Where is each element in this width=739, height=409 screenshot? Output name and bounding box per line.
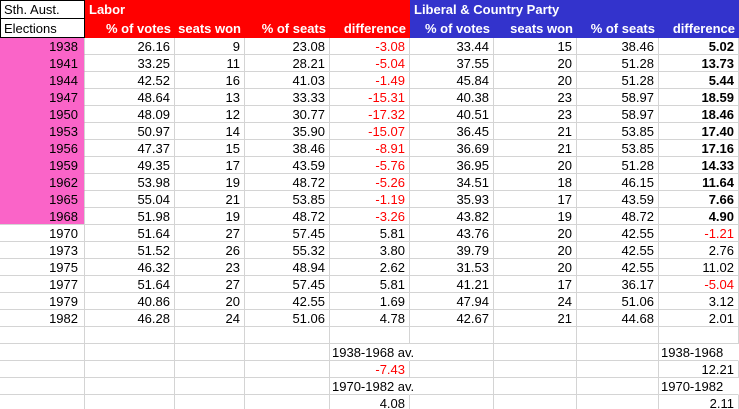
liberal-votes-cell[interactable]: 45.84: [410, 72, 494, 89]
empty-cell[interactable]: [577, 327, 659, 344]
labor-difference-cell[interactable]: 3.80: [330, 242, 410, 259]
liberal-seat-pct-cell[interactable]: 58.97: [577, 106, 659, 123]
year-cell[interactable]: 1959: [0, 157, 85, 174]
labor-seat-pct-cell[interactable]: 38.46: [245, 140, 330, 157]
liberal-seats-cell[interactable]: 21: [494, 310, 577, 327]
labor-seat-pct-cell[interactable]: 48.72: [245, 174, 330, 191]
liberal-votes-cell[interactable]: 34.51: [410, 174, 494, 191]
liberal-seat-pct-cell[interactable]: 46.15: [577, 174, 659, 191]
labor-seat-pct-header[interactable]: % of seats: [245, 19, 330, 38]
liberal-votes-cell[interactable]: 40.38: [410, 89, 494, 106]
liberal-votes-cell[interactable]: 33.44: [410, 38, 494, 55]
labor-difference-cell[interactable]: -15.07: [330, 123, 410, 140]
empty-cell[interactable]: [577, 344, 659, 361]
labor-votes-cell[interactable]: 40.86: [85, 293, 175, 310]
labor-seats-cell[interactable]: 14: [175, 123, 245, 140]
liberal-difference-cell[interactable]: 7.66: [659, 191, 739, 208]
labor-seats-cell[interactable]: 9: [175, 38, 245, 55]
liberal-seat-pct-cell[interactable]: 48.72: [577, 208, 659, 225]
liberal-seats-cell[interactable]: 15: [494, 38, 577, 55]
liberal-seats-cell[interactable]: 20: [494, 225, 577, 242]
labor-seats-cell[interactable]: 17: [175, 157, 245, 174]
labor-seats-cell[interactable]: 26: [175, 242, 245, 259]
labor-votes-cell[interactable]: 46.32: [85, 259, 175, 276]
empty-cell[interactable]: [0, 344, 85, 361]
year-cell[interactable]: 1968: [0, 208, 85, 225]
liberal-seat-pct-cell[interactable]: 51.28: [577, 72, 659, 89]
liberal-difference-cell[interactable]: 2.01: [659, 310, 739, 327]
liberal-difference-cell[interactable]: 3.12: [659, 293, 739, 310]
labor-seats-cell[interactable]: 12: [175, 106, 245, 123]
liberal-summary-average-cell[interactable]: 2.11: [659, 395, 739, 409]
empty-cell[interactable]: [85, 344, 175, 361]
liberal-seats-cell[interactable]: 20: [494, 55, 577, 72]
labor-votes-cell[interactable]: 51.98: [85, 208, 175, 225]
liberal-seats-cell[interactable]: 17: [494, 191, 577, 208]
empty-cell[interactable]: [0, 361, 85, 378]
liberal-seat-pct-cell[interactable]: 42.55: [577, 259, 659, 276]
labor-votes-cell[interactable]: 46.28: [85, 310, 175, 327]
labor-party-header[interactable]: Labor: [85, 0, 410, 19]
labor-difference-cell[interactable]: -1.19: [330, 191, 410, 208]
liberal-votes-cell[interactable]: 37.55: [410, 55, 494, 72]
liberal-seat-pct-cell[interactable]: 51.28: [577, 157, 659, 174]
empty-cell[interactable]: [85, 361, 175, 378]
labor-seats-cell[interactable]: 24: [175, 310, 245, 327]
liberal-votes-cell[interactable]: 36.45: [410, 123, 494, 140]
liberal-difference-cell[interactable]: -1.21: [659, 225, 739, 242]
liberal-difference-cell[interactable]: 13.73: [659, 55, 739, 72]
labor-difference-cell[interactable]: -5.04: [330, 55, 410, 72]
year-cell[interactable]: 1950: [0, 106, 85, 123]
labor-votes-cell[interactable]: 51.52: [85, 242, 175, 259]
labor-seat-pct-cell[interactable]: 57.45: [245, 225, 330, 242]
labor-votes-header[interactable]: % of votes: [85, 19, 175, 38]
year-cell[interactable]: 1965: [0, 191, 85, 208]
labor-seat-pct-cell[interactable]: 28.21: [245, 55, 330, 72]
empty-cell[interactable]: [245, 395, 330, 409]
labor-votes-cell[interactable]: 26.16: [85, 38, 175, 55]
year-cell[interactable]: 1941: [0, 55, 85, 72]
liberal-seat-pct-cell[interactable]: 36.17: [577, 276, 659, 293]
empty-cell[interactable]: [410, 361, 494, 378]
year-cell[interactable]: 1979: [0, 293, 85, 310]
labor-seats-cell[interactable]: 16: [175, 72, 245, 89]
liberal-seats-won-header[interactable]: seats won: [494, 19, 577, 38]
empty-cell[interactable]: [245, 361, 330, 378]
liberal-votes-cell[interactable]: 42.67: [410, 310, 494, 327]
empty-cell[interactable]: [577, 378, 659, 395]
liberal-votes-cell[interactable]: 39.79: [410, 242, 494, 259]
liberal-seat-pct-cell[interactable]: 58.97: [577, 89, 659, 106]
empty-cell[interactable]: [175, 378, 245, 395]
liberal-seat-pct-cell[interactable]: 42.55: [577, 225, 659, 242]
liberal-difference-cell[interactable]: 5.44: [659, 72, 739, 89]
labor-seats-cell[interactable]: 11: [175, 55, 245, 72]
empty-cell[interactable]: [410, 344, 494, 361]
liberal-seat-pct-cell[interactable]: 38.46: [577, 38, 659, 55]
labor-votes-cell[interactable]: 51.64: [85, 276, 175, 293]
labor-seat-pct-cell[interactable]: 35.90: [245, 123, 330, 140]
labor-seats-cell[interactable]: 20: [175, 293, 245, 310]
liberal-votes-cell[interactable]: 43.76: [410, 225, 494, 242]
empty-cell[interactable]: [0, 378, 85, 395]
liberal-seat-pct-header[interactable]: % of seats: [577, 19, 659, 38]
liberal-votes-cell[interactable]: 41.21: [410, 276, 494, 293]
empty-cell[interactable]: [85, 395, 175, 409]
labor-seat-pct-cell[interactable]: 57.45: [245, 276, 330, 293]
labor-difference-cell[interactable]: -15.31: [330, 89, 410, 106]
year-cell[interactable]: 1970: [0, 225, 85, 242]
liberal-seats-cell[interactable]: 20: [494, 157, 577, 174]
empty-cell[interactable]: [330, 327, 410, 344]
labor-votes-cell[interactable]: 51.64: [85, 225, 175, 242]
labor-difference-cell[interactable]: -1.49: [330, 72, 410, 89]
sheet-title-line2[interactable]: Elections: [0, 19, 85, 38]
empty-cell[interactable]: [245, 378, 330, 395]
liberal-votes-header[interactable]: % of votes: [410, 19, 494, 38]
labor-seats-won-header[interactable]: seats won: [175, 19, 245, 38]
empty-cell[interactable]: [577, 395, 659, 409]
labor-difference-cell[interactable]: -5.26: [330, 174, 410, 191]
year-cell[interactable]: 1977: [0, 276, 85, 293]
labor-seats-cell[interactable]: 27: [175, 276, 245, 293]
liberal-difference-cell[interactable]: 17.16: [659, 140, 739, 157]
year-cell[interactable]: 1975: [0, 259, 85, 276]
labor-difference-cell[interactable]: -17.32: [330, 106, 410, 123]
labor-seat-pct-cell[interactable]: 43.59: [245, 157, 330, 174]
empty-cell[interactable]: [175, 344, 245, 361]
labor-difference-cell[interactable]: 4.78: [330, 310, 410, 327]
year-cell[interactable]: 1973: [0, 242, 85, 259]
year-cell[interactable]: 1956: [0, 140, 85, 157]
labor-seats-cell[interactable]: 15: [175, 140, 245, 157]
liberal-seats-cell[interactable]: 17: [494, 276, 577, 293]
labor-votes-cell[interactable]: 50.97: [85, 123, 175, 140]
liberal-seats-cell[interactable]: 24: [494, 293, 577, 310]
labor-difference-cell[interactable]: -8.91: [330, 140, 410, 157]
liberal-summary-period-cell[interactable]: 1938-1968: [659, 344, 739, 361]
liberal-difference-cell[interactable]: -5.04: [659, 276, 739, 293]
liberal-seats-cell[interactable]: 20: [494, 259, 577, 276]
labor-seat-pct-cell[interactable]: 53.85: [245, 191, 330, 208]
labor-seat-pct-cell[interactable]: 30.77: [245, 106, 330, 123]
empty-cell[interactable]: [245, 327, 330, 344]
labor-seat-pct-cell[interactable]: 42.55: [245, 293, 330, 310]
labor-seat-pct-cell[interactable]: 48.72: [245, 208, 330, 225]
liberal-summary-period-cell[interactable]: 1970-1982: [659, 378, 739, 395]
labor-summary-average-cell[interactable]: -7.43: [330, 361, 410, 378]
labor-seats-cell[interactable]: 19: [175, 174, 245, 191]
empty-cell[interactable]: [85, 378, 175, 395]
labor-summary-period-cell[interactable]: 1970-1982 av.: [332, 378, 415, 394]
liberal-seats-cell[interactable]: 20: [494, 242, 577, 259]
labor-votes-cell[interactable]: 47.37: [85, 140, 175, 157]
year-cell[interactable]: 1944: [0, 72, 85, 89]
liberal-difference-header[interactable]: difference: [659, 19, 739, 38]
liberal-votes-cell[interactable]: 47.94: [410, 293, 494, 310]
liberal-votes-cell[interactable]: 31.53: [410, 259, 494, 276]
year-cell[interactable]: 1947: [0, 89, 85, 106]
liberal-difference-cell[interactable]: 5.02: [659, 38, 739, 55]
sheet-title-line1[interactable]: Sth. Aust.: [0, 0, 85, 19]
liberal-difference-cell[interactable]: 11.64: [659, 174, 739, 191]
labor-votes-cell[interactable]: 55.04: [85, 191, 175, 208]
liberal-seats-cell[interactable]: 18: [494, 174, 577, 191]
empty-cell[interactable]: [494, 378, 577, 395]
liberal-seats-cell[interactable]: 20: [494, 72, 577, 89]
liberal-votes-cell[interactable]: 36.95: [410, 157, 494, 174]
liberal-difference-cell[interactable]: 18.59: [659, 89, 739, 106]
labor-difference-cell[interactable]: 2.62: [330, 259, 410, 276]
year-cell[interactable]: 1953: [0, 123, 85, 140]
liberal-seat-pct-cell[interactable]: 53.85: [577, 123, 659, 140]
liberal-difference-cell[interactable]: 14.33: [659, 157, 739, 174]
liberal-seat-pct-cell[interactable]: 43.59: [577, 191, 659, 208]
empty-cell[interactable]: [0, 395, 85, 409]
labor-seats-cell[interactable]: 21: [175, 191, 245, 208]
liberal-difference-cell[interactable]: 11.02: [659, 259, 739, 276]
empty-cell[interactable]: [659, 327, 739, 344]
labor-votes-cell[interactable]: 42.52: [85, 72, 175, 89]
labor-seat-pct-cell[interactable]: 48.94: [245, 259, 330, 276]
labor-difference-cell[interactable]: -3.26: [330, 208, 410, 225]
liberal-difference-cell[interactable]: 18.46: [659, 106, 739, 123]
liberal-seat-pct-cell[interactable]: 42.55: [577, 242, 659, 259]
labor-seats-cell[interactable]: 27: [175, 225, 245, 242]
liberal-votes-cell[interactable]: 35.93: [410, 191, 494, 208]
empty-cell[interactable]: [175, 395, 245, 409]
empty-cell[interactable]: [0, 327, 85, 344]
empty-cell[interactable]: [410, 395, 494, 409]
liberal-votes-cell[interactable]: 36.69: [410, 140, 494, 157]
empty-cell[interactable]: [410, 327, 494, 344]
labor-seats-cell[interactable]: 13: [175, 89, 245, 106]
liberal-difference-cell[interactable]: 17.40: [659, 123, 739, 140]
year-cell[interactable]: 1962: [0, 174, 85, 191]
labor-seat-pct-cell[interactable]: 33.33: [245, 89, 330, 106]
labor-summary-average-cell[interactable]: 4.08: [330, 395, 410, 409]
year-cell[interactable]: 1938: [0, 38, 85, 55]
empty-cell[interactable]: [85, 327, 175, 344]
empty-cell[interactable]: [494, 327, 577, 344]
labor-votes-cell[interactable]: 48.64: [85, 89, 175, 106]
labor-votes-cell[interactable]: 49.35: [85, 157, 175, 174]
liberal-seats-cell[interactable]: 19: [494, 208, 577, 225]
labor-votes-cell[interactable]: 33.25: [85, 55, 175, 72]
empty-cell[interactable]: [494, 344, 577, 361]
liberal-difference-cell[interactable]: 4.90: [659, 208, 739, 225]
labor-seat-pct-cell[interactable]: 51.06: [245, 310, 330, 327]
empty-cell[interactable]: [577, 361, 659, 378]
labor-seat-pct-cell[interactable]: 23.08: [245, 38, 330, 55]
liberal-seat-pct-cell[interactable]: 53.85: [577, 140, 659, 157]
empty-cell[interactable]: [494, 361, 577, 378]
labor-summary-period-cell[interactable]: 1938-1968 av.: [332, 344, 415, 360]
liberal-seats-cell[interactable]: 21: [494, 123, 577, 140]
labor-difference-cell[interactable]: 1.69: [330, 293, 410, 310]
labor-seat-pct-cell[interactable]: 55.32: [245, 242, 330, 259]
labor-seats-cell[interactable]: 23: [175, 259, 245, 276]
labor-difference-header[interactable]: difference: [330, 19, 410, 38]
liberal-party-header[interactable]: Liberal & Country Party: [410, 0, 739, 19]
liberal-summary-average-cell[interactable]: 12.21: [659, 361, 739, 378]
empty-cell[interactable]: [175, 327, 245, 344]
labor-difference-cell[interactable]: 5.81: [330, 276, 410, 293]
liberal-seats-cell[interactable]: 23: [494, 106, 577, 123]
labor-difference-cell[interactable]: -5.76: [330, 157, 410, 174]
liberal-seat-pct-cell[interactable]: 51.06: [577, 293, 659, 310]
liberal-seats-cell[interactable]: 21: [494, 140, 577, 157]
year-cell[interactable]: 1982: [0, 310, 85, 327]
liberal-difference-cell[interactable]: 2.76: [659, 242, 739, 259]
liberal-seats-cell[interactable]: 23: [494, 89, 577, 106]
empty-cell[interactable]: [410, 378, 494, 395]
liberal-votes-cell[interactable]: 40.51: [410, 106, 494, 123]
labor-difference-cell[interactable]: -3.08: [330, 38, 410, 55]
labor-votes-cell[interactable]: 53.98: [85, 174, 175, 191]
liberal-seat-pct-cell[interactable]: 51.28: [577, 55, 659, 72]
labor-seat-pct-cell[interactable]: 41.03: [245, 72, 330, 89]
labor-difference-cell[interactable]: 5.81: [330, 225, 410, 242]
liberal-votes-cell[interactable]: 43.82: [410, 208, 494, 225]
liberal-seat-pct-cell[interactable]: 44.68: [577, 310, 659, 327]
empty-cell[interactable]: [494, 395, 577, 409]
empty-cell[interactable]: [245, 344, 330, 361]
labor-seats-cell[interactable]: 19: [175, 208, 245, 225]
empty-cell[interactable]: [175, 361, 245, 378]
labor-votes-cell[interactable]: 48.09: [85, 106, 175, 123]
